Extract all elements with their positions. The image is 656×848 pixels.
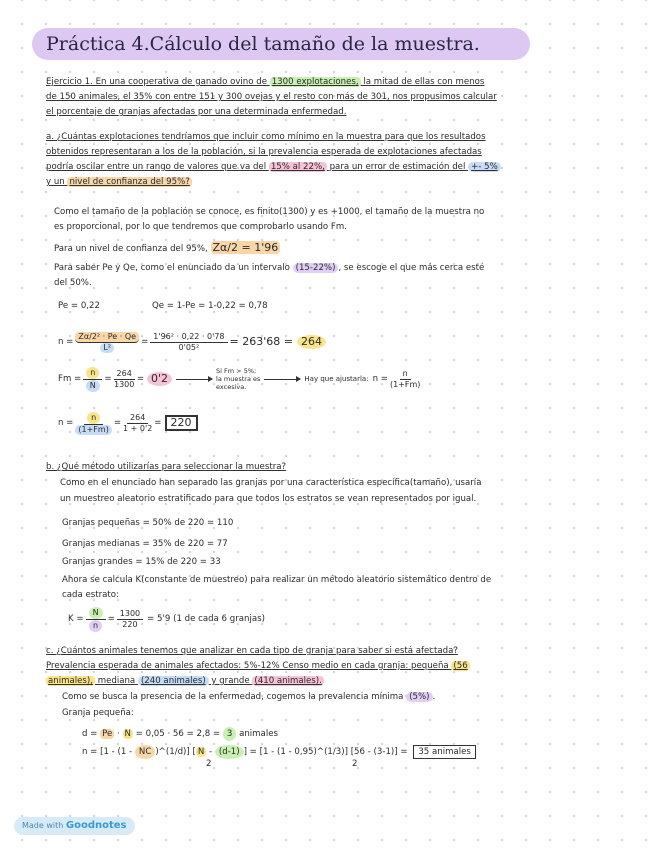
n2-fraction: $\frac{n}{(1+Fm)}$ — [75, 412, 111, 435]
highlight-rango: 15% al 22%, — [270, 162, 325, 172]
question-b: b. ¿Qué método utilizarías para seleccionar la muestra? — [46, 462, 287, 472]
goodnotes-badge: Made with Goodnotes — [14, 817, 135, 835]
exercise-line-3: el porcentaje de granjas afectadas por una determinada enfermedad. — [46, 107, 347, 117]
question-a-line-4: y un nivel de confianza del 95%? — [46, 177, 190, 187]
n-formula: n = $\frac{\text{Zα/2² · Pe · Qe}}{\text{L²}}$ = $\frac{\text{1'96² · 0,22 · 0'78}}{\text{0'05²}}$ = 263'68 = 264 — [58, 328, 326, 356]
page-title: Práctica 4.Cálculo del tamaño de la muestra. — [32, 28, 530, 60]
exercise-line-2: de 150 animales, el 35% con entre 151 y 300 ovejas y el resto con más de 301, nos propusimos calcular — [46, 92, 497, 102]
question-a-line-2: obtenidos representaran a los de la población, si la prevalencia esperada de explotaciones afectadas — [46, 147, 482, 157]
n2-fraction-values: $\frac{264}{1 + 0'2}$ — [123, 412, 153, 433]
k-fraction: $\frac{N}{n}$ — [86, 607, 106, 632]
answer-a-text-5: del 50%. — [54, 278, 92, 288]
fm-fraction: $\frac{n}{N}$ — [83, 367, 102, 392]
answer-b-text-2: un muestreo aleatorio estratificado para que todos los estratos se vean representados por igual. — [60, 494, 477, 504]
fraction-denominator-2: 2 — [352, 759, 358, 769]
goodnotes-logo: Goodnotes — [65, 820, 127, 831]
answer-b-text-3: Ahora se calcula K(constante de muestreo) para realizar un método aleatorio sistemático dentro de — [62, 575, 492, 585]
answer-b-text-1: Como en el enunciado han separado las granjas por una característica específica(tamaño), usaría — [60, 478, 482, 488]
small-farm-result: 35 animales — [413, 745, 476, 759]
question-a-line-1: a. ¿Cuántas explotaciones tendríamos que incluir como mínimo en la muestra para que los resultados — [46, 132, 486, 142]
highlight-confianza: nivel de confianza del 95%? — [69, 177, 190, 187]
fraction-denominator-1: 2 — [206, 759, 212, 769]
highlight-error: +- 5% — [468, 162, 501, 172]
n-adjusted-result: 220 — [165, 415, 198, 431]
d-formula: d = Pe · N = 0,05 · 56 = 2,8 = 3 animales — [82, 729, 278, 739]
question-c-line-2: Prevalencia esperada de animales afectados: 5%-12% Censo medio en cada granja: pequeña (56 — [46, 661, 468, 671]
pe-value: Pe = 0,22 — [58, 301, 100, 311]
granjas-medianas: Granjas medianas = 35% de 220 = 77 — [62, 539, 228, 549]
n-result-264: 264 — [297, 335, 326, 349]
k-fraction-values: $\frac{1300}{220}$ — [117, 609, 143, 630]
granjas-grandes: Granjas grandes = 15% de 220 = 33 — [62, 557, 221, 567]
fm-fraction-values: $\frac{264}{1300}$ — [113, 368, 135, 389]
question-c-line-3: animales), mediana (240 animales) y grande (410 animales). — [48, 676, 322, 686]
highlight-intervalo: (15-22%) — [293, 263, 339, 273]
answer-c-text-2: Granja pequeña: — [62, 708, 134, 718]
granjas-pequenas: Granjas pequeñas = 50% de 220 = 110 — [62, 518, 234, 528]
highlight-z-value: Zα/2 = 1'96 — [212, 241, 279, 254]
ajuste-fraction: $\frac{n}{(1+Fm)}$ — [389, 368, 421, 389]
n-small-farm-formula: n = [1 - (1 - NC )^(1/d)] [ N - (d-1) ] = [1 - (1 - 0,95)^(1/3)] [56 - (3-1)] = 35 animales — [82, 745, 476, 759]
arrow-icon — [264, 379, 300, 380]
answer-b-text-4: cada estrato: — [62, 590, 119, 600]
question-c-line-1: c. ¿Cuántos animales tenemos que analizar en cada tipo de granja para saber si está afectada? — [46, 646, 458, 656]
n-adjusted-formula: n = $\frac{n}{(1+Fm)}$ = $\frac{264}{1 + 0'2}$ = 220 — [58, 408, 198, 438]
n-fraction: $\frac{\text{Zα/2² · Pe · Qe}}{\text{L²}}$ — [75, 332, 139, 353]
fm-formula: Fm = $\frac{n}{N}$ = $\frac{264}{1300}$ = 0'2 Si Fm > 5%; la muestra es excesiva. Hay que ajustarla: n = $\frac{n}{(1+Fm)}$ — [58, 367, 421, 391]
answer-a-text-4: Para saber Pe y Qe, como el enunciado da un intervalo (15-22%) , se escoge el que más cerca esté — [54, 263, 485, 273]
exercise-line-1: Ejercicio 1. En una cooperativa de ganado ovino de 1300 explotaciones, la mitad de ellas con menos — [46, 77, 485, 87]
fm-result: 0'2 — [147, 372, 172, 386]
answer-a-text-2: es proporcional, por lo que tendremos que comprobarlo usando Fm. — [54, 222, 347, 232]
answer-a-text-1: Como el tamaño de la población se conoce, es finito(1300) y es +1000, el tamaño de la muestra no — [54, 207, 485, 217]
arrow-icon — [176, 379, 212, 380]
answer-a-text-3: Para un nivel de confianza del 95%, Zα/2 = 1'96 — [54, 241, 279, 254]
fm-note: Si Fm > 5%; la muestra es excesiva. — [216, 367, 261, 391]
highlight-explotaciones: 1300 explotaciones, — [271, 77, 359, 87]
question-a-line-3: podría oscilar entre un rango de valores que va del 15% al 22%, para un error de estimación del +- 5% — [46, 161, 501, 173]
answer-c-text-1: Como se busca la presencia de la enfermedad, cogemos la prevalencia mínima (5%) . — [62, 692, 436, 702]
n-fraction-values: $\frac{\text{1'96² · 0,22 · 0'78}}{\text{0'05²}}$ — [150, 332, 227, 353]
qe-value: Qe = 1-Pe = 1-0,22 = 0,78 — [152, 301, 268, 311]
k-formula: K = $\frac{N}{n}$ = $\frac{1300}{220}$ = 5'9 (1 de cada 6 granjas) — [68, 607, 265, 630]
